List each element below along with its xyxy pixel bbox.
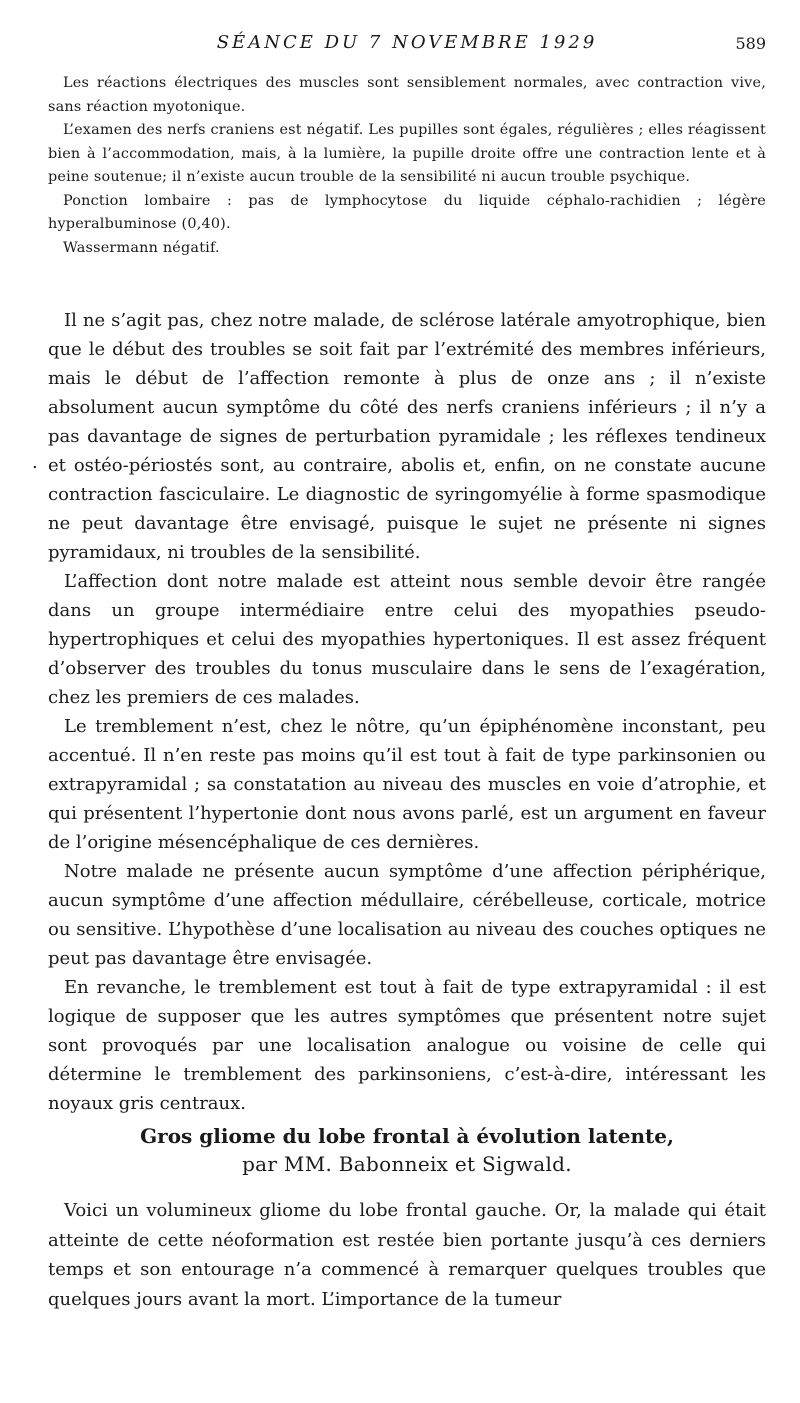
running-head [48, 32, 766, 62]
notes-paragraph-electrical: Les réactions électriques des muscles sont sensiblement normales, avec contraction vive, sans réaction myotonique. [48, 75, 766, 115]
discussion-paragraph-4: Notre malade ne présente aucun symptôme d’une affection périphérique, aucun symptôme d’une affection médullaire, cérébelleuse, corticale, motrice ou sensitive. L’hypothèse d’une localisation au niveau des couches optiques ne peut pas davantage être envisagée. [48, 861, 766, 969]
clinical-notes [48, 72, 766, 260]
article-byline: par MM. Babonneix et Sigwald. [242, 1152, 572, 1176]
article-body [48, 1196, 766, 1314]
article-paragraph-1: Voici un volumineux gliome du lobe frontal gauche. Or, la malade qui était atteinte de cette néoformation est restée bien portante jusqu’à ces derniers temps et son entourage n’a commencé à remarquer quelques troubles que quelques jours avant la mort. L’importance de la tumeur [48, 1200, 766, 1310]
article-title: Gros gliome du lobe frontal à évolution latente, [140, 1124, 674, 1148]
notes-paragraph-lumbar-puncture: Ponction lombaire : pas de lymphocytose du liquide céphalo-rachidien ; légère hyperalbuminose (0,40). [48, 192, 766, 232]
discussion-paragraph-1: Il ne s’agit pas, chez notre malade, de sclérose latérale amyotrophique, bien que le début des troubles se soit fait par l’extrémité des membres inférieurs, mais le début de l’affection remonte à plus de onze ans ; il n’existe absolument aucun symptôme du côté des nerfs craniens inférieurs ; il n’y a pas davantage de signes de perturbation pyramidale ; les réflexes tendineux et ostéo-périostés sont, au contraire, abolis et, enfin, on ne constate aucune contraction fasciculaire. Le diagnostic de syringomyélie à forme spasmodique ne peut davantage être envisagé, puisque le sujet ne présente ni signes pyramidaux, ni troubles de la sensibilité. [48, 310, 766, 563]
article-heading [48, 1122, 766, 1178]
discussion-paragraph-3: Le tremblement n’est, chez le nôtre, qu’un épiphénomène inconstant, peu accentué. Il n’en reste pas moins qu’il est tout à fait de type parkinsonien ou extrapyramidal ; sa constatation au niveau des muscles en voie d’atrophie, et qui présentent l’hypertonie dont nous avons parlé, est un argument en faveur de l’origine mésencéphalique de ces dernières. [48, 716, 766, 853]
notes-paragraph-wassermann: Wassermann négatif. [63, 239, 220, 256]
notes-paragraph-cranial-nerves: L’examen des nerfs craniens est négatif. Les pupilles sont égales, régulières ; elles réagissent bien à l’accommodation, mais, à la lumière, la pupille droite offre une contraction lente et à peine soutenue; il n’existe aucun trouble de la sensibilité ni aucun trouble psychique. [48, 122, 766, 185]
discussion-text [48, 306, 766, 1118]
discussion-paragraph-2: L’affection dont notre malade est atteint nous semble devoir être rangée dans un groupe intermédiaire entre celui des myopathies pseudo-hypertrophiques et celui des myopathies hypertoniques. Il est assez fréquent d’observer des troubles du tonus musculaire dans le sens de l’exagération, chez les premiers de ces malades. [48, 571, 766, 708]
page-number: 589 [735, 34, 766, 53]
margin-mark: . [32, 452, 38, 473]
discussion-paragraph-5: En revanche, le tremblement est tout à fait de type extrapyramidal : il est logique de supposer que les autres symptômes que présentent notre sujet sont provoqués par une localisation analogue ou voisine de celle qui détermine le tremblement des parkinsoniens, c’est-à-dire, intéressant les noyaux gris centraux. [48, 977, 766, 1114]
running-title: SÉANCE DU 7 NOVEMBRE 1929 [216, 32, 598, 53]
